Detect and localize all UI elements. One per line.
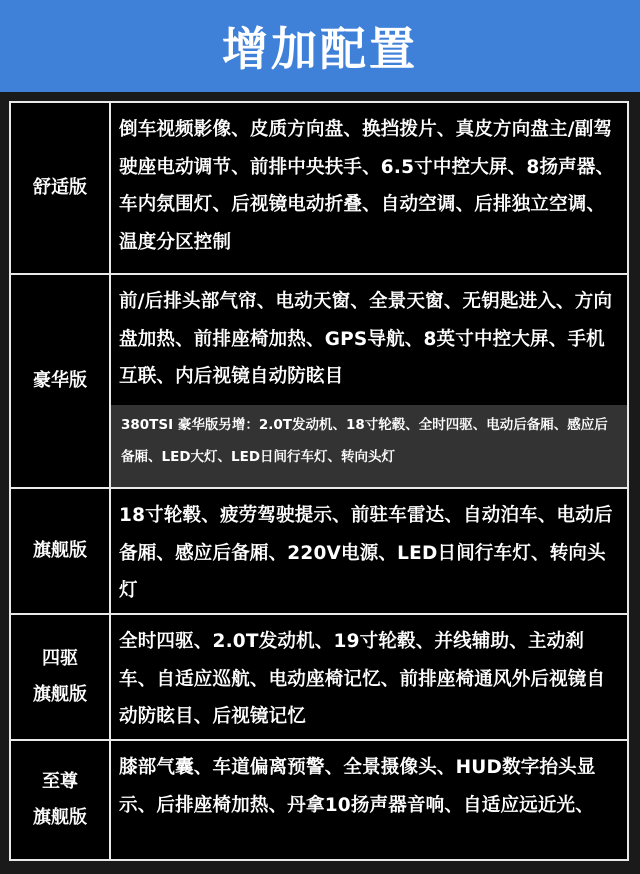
- row-label-line: 旗舰版: [33, 807, 87, 828]
- config-table: [9, 101, 629, 861]
- row-label: [11, 615, 111, 739]
- row-label-line: 豪华版: [33, 370, 87, 391]
- row-content: 全时四驱、2.0T发动机、19寸轮毂、并线辅助、主动刹车、自适应巡航、电动座椅记忆、前排座椅通风外后视镜自动防眩目、后视镜记忆: [119, 631, 606, 727]
- table-row-comfort: [11, 103, 627, 275]
- row-label: [11, 741, 111, 859]
- page-title: 增加配置: [222, 22, 418, 76]
- row-content: 倒车视频影像、皮质方向盘、换挡拨片、真皮方向盘主/副驾驶座电动调节、前排中央扶手、6.5寸中控大屏、8扬声器、车内氛围灯、后视镜电动折叠、自动空调、后排独立空调、温度分区控制: [119, 119, 615, 253]
- row-label: [11, 489, 111, 613]
- table-row-4wd-flagship: [11, 615, 627, 741]
- row-label-line: 至尊: [42, 771, 78, 792]
- row-content: 膝部气囊、车道偏离预警、全景摄像头、HUD数字抬头显示、后排座椅加热、丹拿10扬声器音响、自适应远近光、: [119, 757, 596, 816]
- row-label-line: 舒适版: [33, 177, 87, 198]
- row-label-line: 旗舰版: [33, 540, 87, 561]
- row-label-line: 旗舰版: [33, 684, 87, 705]
- row-content: 前/后排头部气帘、电动天窗、全景天窗、无钥匙进入、方向盘加热、前排座椅加热、GPS导航、8英寸中控大屏、手机互联、内后视镜自动防眩目: [119, 291, 613, 387]
- table-row-luxury: [11, 275, 627, 489]
- header-banner: [0, 0, 640, 92]
- row-label: [11, 275, 111, 487]
- row-label-line: 四驱: [42, 648, 78, 669]
- row-subnote: 380TSI 豪华版另增：2.0T发动机、18寸轮毂、全时四驱、电动后备厢、感应后备厢、LED大灯、LED日间行车灯、转向头灯: [111, 405, 627, 487]
- table-row-premium-flagship: [11, 741, 627, 859]
- row-label: [11, 103, 111, 273]
- table-row-flagship: [11, 489, 627, 615]
- row-content: 18寸轮毂、疲劳驾驶提示、前驻车雷达、自动泊车、电动后备厢、感应后备厢、220V电源、LED日间行车灯、转向头灯: [119, 505, 613, 601]
